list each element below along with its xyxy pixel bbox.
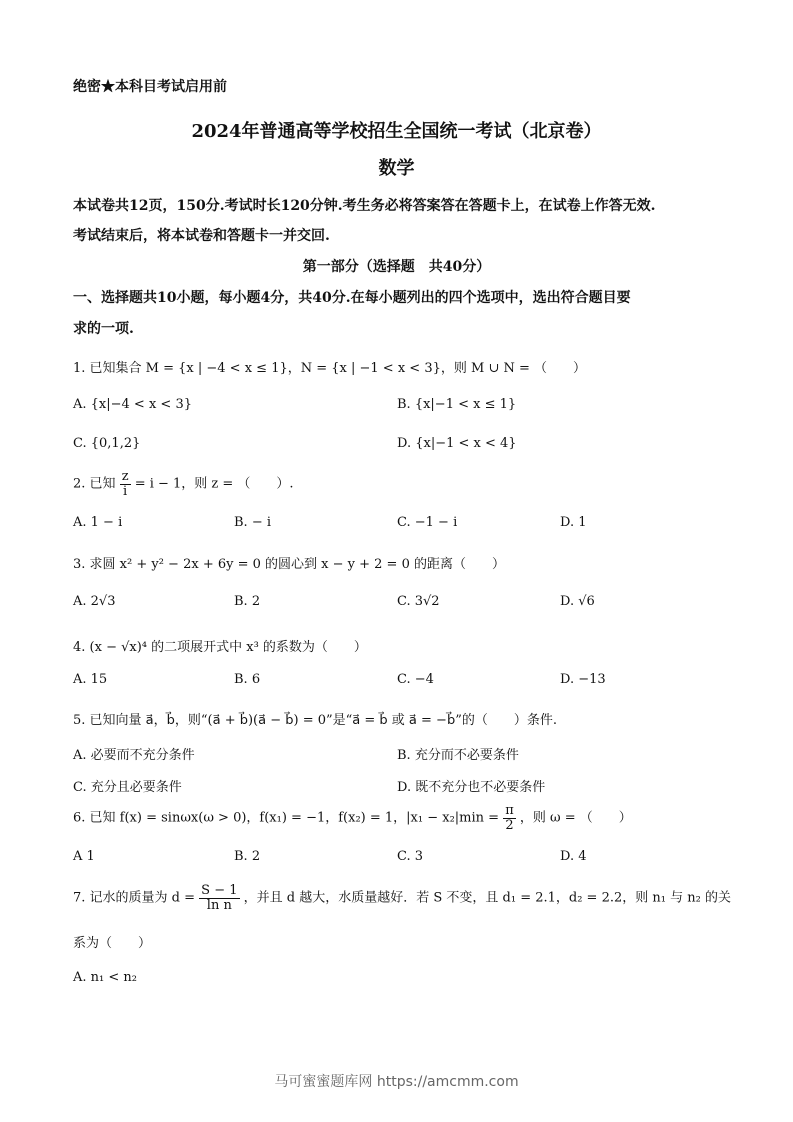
question-7-frac-num: S − 1 — [201, 883, 238, 898]
part1-heading: 第一部分（选择题 共40分） — [302, 259, 491, 275]
question-6-stem — [73, 804, 632, 832]
question-7-option-a: A. n₁ < n₂ — [73, 970, 137, 985]
question-6-stem-post: ，则 ω = （ ） — [519, 810, 632, 826]
question-6-stem-pre: 6. 已知 f(x) = sinωx(ω > 0)，f(x₁) = −1，f(x₂) = 1，|x₁ − x₂|min = — [73, 810, 500, 826]
part1-intro-line-2: 求的一项. — [73, 321, 134, 337]
question-2-option-c: C. −1 − i — [397, 515, 458, 530]
question-1-stem: 1. 已知集合 M = {x | −4 < x ≤ 1}，N = {x | −1 < x < 3}，则 M ∪ N = （ ） — [73, 361, 586, 376]
question-4-option-c: C. −4 — [397, 672, 434, 687]
question-4-option-d: D. −13 — [560, 672, 606, 687]
question-7-frac-den: ln n — [206, 897, 232, 913]
question-2-frac-den: i — [123, 483, 128, 499]
question-2-option-d: D. 1 — [560, 515, 587, 530]
part1-intro-line-1: 一、选择题共10小题，每小题4分，共40分.在每小题列出的四个选项中，选出符合题目要 — [73, 290, 631, 306]
question-1-option-d: D. {x|−1 < x < 4} — [397, 436, 517, 451]
question-3-option-b: B. 2 — [234, 594, 261, 609]
question-7-stem-pre: 7. 记水的质量为 d = — [73, 890, 196, 906]
question-3-option-c: C. 3√2 — [397, 594, 440, 609]
question-2-option-a: A. 1 − i — [73, 515, 123, 530]
exam-title: 2024年普通高等学校招生全国统一考试（北京卷） — [191, 121, 602, 142]
question-2-stem-post: = i − 1，则 z = （ ）. — [134, 476, 294, 492]
question-4-stem: 4. (x − √x)⁴ 的二项展开式中 x³ 的系数为（ ） — [73, 640, 367, 655]
question-3-option-d: D. √6 — [560, 594, 595, 609]
footer-watermark: 马可蜜蜜题库网 https://amcmm.com — [274, 1074, 519, 1090]
question-6-frac-num: π — [505, 803, 514, 818]
question-3-option-a: A. 2√3 — [73, 594, 116, 609]
question-1-option-b: B. {x|−1 < x ≤ 1} — [397, 397, 517, 412]
question-5-option-d: D. 既不充分也不必要条件 — [397, 780, 546, 795]
question-3-stem: 3. 求圆 x² + y² − 2x + 6y = 0 的圆心到 x − y + 2 = 0 的距离（ ） — [73, 557, 505, 572]
confidential-mark: 绝密★本科目考试启用前 — [73, 79, 227, 95]
question-7-stem — [73, 884, 731, 912]
instructions-line-2: 考试结束后，将本试卷和答题卡一并交回. — [73, 228, 330, 244]
question-7-fraction — [199, 884, 239, 912]
question-6-option-a: A 1 — [73, 849, 95, 864]
question-7-stem-line-2: 系为（ ） — [73, 936, 152, 951]
question-4-option-b: B. 6 — [234, 672, 261, 687]
question-6-option-d: D. 4 — [560, 849, 587, 864]
question-6-fraction — [503, 804, 516, 832]
question-6-frac-den: 2 — [505, 817, 514, 833]
question-5-option-a: A. 必要而不充分条件 — [73, 748, 195, 763]
question-4-option-a: A. 15 — [73, 672, 108, 687]
question-5-option-b: B. 充分而不必要条件 — [397, 748, 519, 763]
question-2-option-b: B. − i — [234, 515, 272, 530]
question-6-option-c: C. 3 — [397, 849, 424, 864]
question-2-fraction — [120, 470, 131, 498]
question-2-stem — [73, 470, 294, 498]
subject-title: 数学 — [378, 158, 415, 179]
question-2-stem-pre: 2. 已知 — [73, 476, 116, 492]
question-2-frac-num: z — [121, 469, 129, 484]
question-1-option-a: A. {x|−4 < x < 3} — [73, 397, 192, 412]
question-5-stem: 5. 已知向量 a⃗，b⃗，则“(a⃗ + b⃗)(a⃗ − b⃗) = 0”是“a⃗ = b⃗ 或 a⃗ = −b⃗”的（ ）条件. — [73, 713, 557, 728]
question-1-option-c: C. {0,1,2} — [73, 436, 141, 451]
question-7-stem-post: ，并且 d 越大，水质量越好．若 S 不变，且 d₁ = 2.1，d₂ = 2.2，则 n₁ 与 n₂ 的关 — [243, 890, 731, 906]
question-5-option-c: C. 充分且必要条件 — [73, 780, 182, 795]
instructions-line-1: 本试卷共12页，150分.考试时长120分钟.考生务必将答案答在答题卡上，在试卷上作答无效. — [73, 198, 656, 214]
question-6-option-b: B. 2 — [234, 849, 261, 864]
